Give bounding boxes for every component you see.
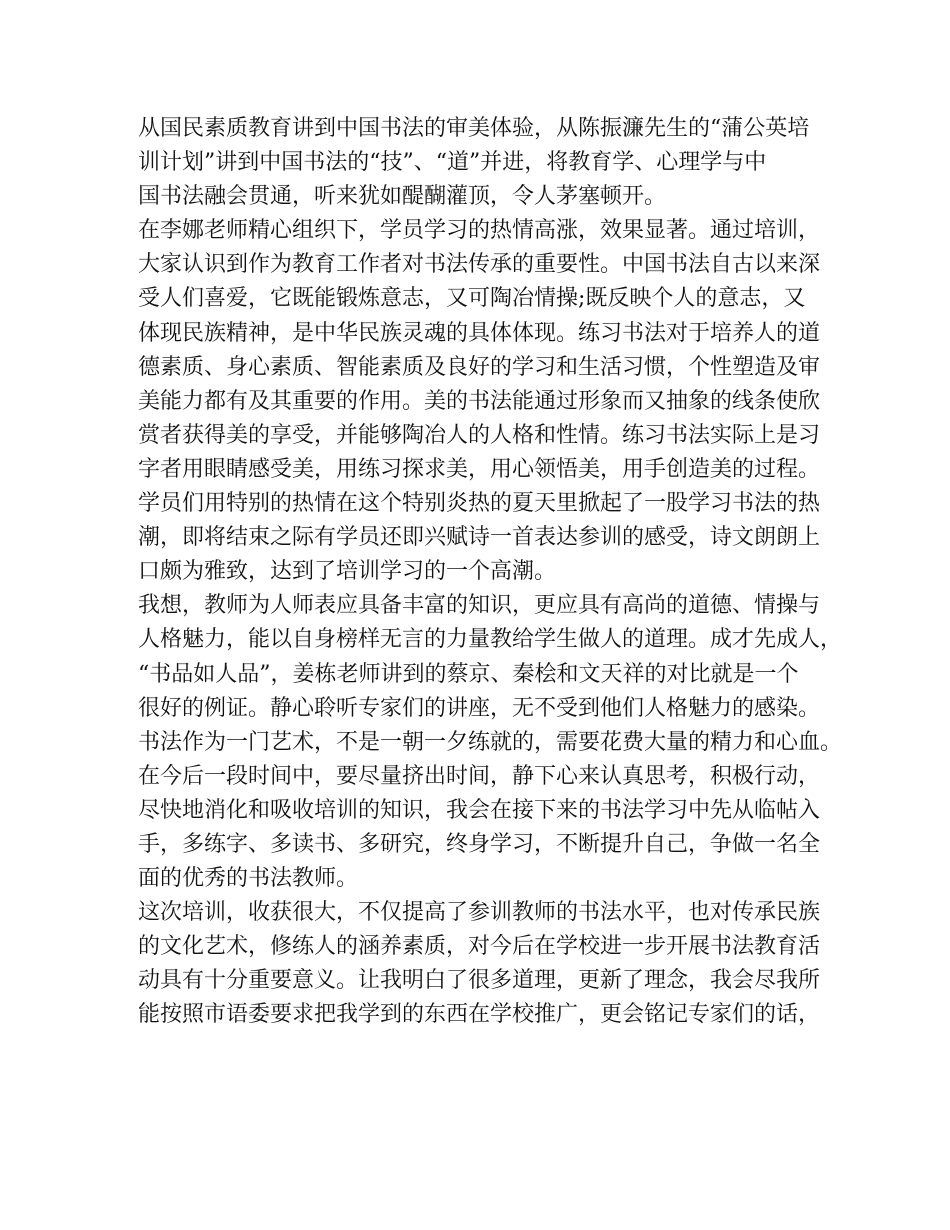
- text-line: “书品如人品”，姜栋老师讲到的蔡京、秦桧和文天祥的对比就是一个: [138, 661, 799, 687]
- text-line: 训计划”讲到中国书法的“技”、“道”并进，将教育学、心理学与中: [138, 150, 767, 176]
- text-line: 在李娜老师精心组织下，学员学习的热情高涨，效果显著。通过培训，: [138, 218, 821, 244]
- text-line: 字者用眼睛感受美，用练习探求美，用心领悟美，用手创造美的过程。: [138, 456, 821, 482]
- text-line: 赏者获得美的享受，并能够陶冶人的人格和性情。练习书法实际上是习: [138, 422, 821, 448]
- text-line: 潮，即将结束之际有学员还即兴赋诗一首表达参训的感受，诗文朗朗上: [138, 525, 821, 551]
- text-line: 从国民素质教育讲到中国书法的审美体验，从陈振濂先生的“蒲公英培: [138, 116, 810, 141]
- text-line: 手，多练字、多读书、多研究，终身学习，不断提升自己，争做一名全: [138, 831, 821, 857]
- text-line: 尽快地消化和吸收培训的知识，我会在接下来的书法学习中先从临帖入: [138, 797, 821, 823]
- text-line: 受人们喜爱，它既能锻炼意志，又可陶冶情操;既反映个人的意志，又: [138, 286, 806, 312]
- text-line: 体现民族精神，是中华民族灵魂的具体体现。练习书法对于培养人的道: [138, 320, 821, 346]
- text-line: 我想，教师为人师表应具备丰富的知识，更应具有高尚的道德、情操与: [138, 593, 821, 619]
- text-line: 动具有十分重要意义。让我明白了很多道理，更新了理念，我会尽我所: [138, 968, 821, 994]
- document-body: [138, 112, 843, 1033]
- text-line: 很好的例证。静心聆听专家们的讲座，无不受到他们人格魅力的感染。: [138, 695, 821, 721]
- text-line: 人格魅力，能以自身榜样无言的力量教给学生做人的道理。成才先成人，: [138, 627, 843, 653]
- text-line: 德素质、身心素质、智能素质及良好的学习和生活习惯，个性塑造及审: [138, 354, 821, 380]
- text-line: 面的优秀的书法教师。: [138, 866, 359, 892]
- text-line: 口颇为雅致，达到了培训学习的一个高潮。: [138, 559, 557, 585]
- text-line: 学员们用特别的热情在这个特别炎热的夏天里掀起了一股学习书法的热: [138, 491, 821, 517]
- text-line: 能按照市语委要求把我学到的东西在学校推广，更会铭记专家们的话，: [138, 1002, 821, 1028]
- text-line: 在今后一段时间中，要尽量挤出时间，静下心来认真思考，积极行动，: [138, 763, 821, 789]
- text-line: 的文化艺术，修练人的涵养素质，对今后在学校进一步开展书法教育活: [138, 934, 821, 960]
- text-line: 大家认识到作为教育工作者对书法传承的重要性。中国书法自古以来深: [138, 252, 821, 278]
- text-line: 国书法融会贯通，听来犹如醍醐灌顶，令人茅塞顿开。: [138, 184, 667, 210]
- text-line: 美能力都有及其重要的作用。美的书法能通过形象而又抽象的线条使欣: [138, 388, 821, 414]
- text-line: 书法作为一门艺术，不是一朝一夕练就的，需要花费大量的精力和心血。: [138, 729, 843, 755]
- text-line: 这次培训，收获很大，不仅提高了参训教师的书法水平，也对传承民族: [138, 900, 821, 926]
